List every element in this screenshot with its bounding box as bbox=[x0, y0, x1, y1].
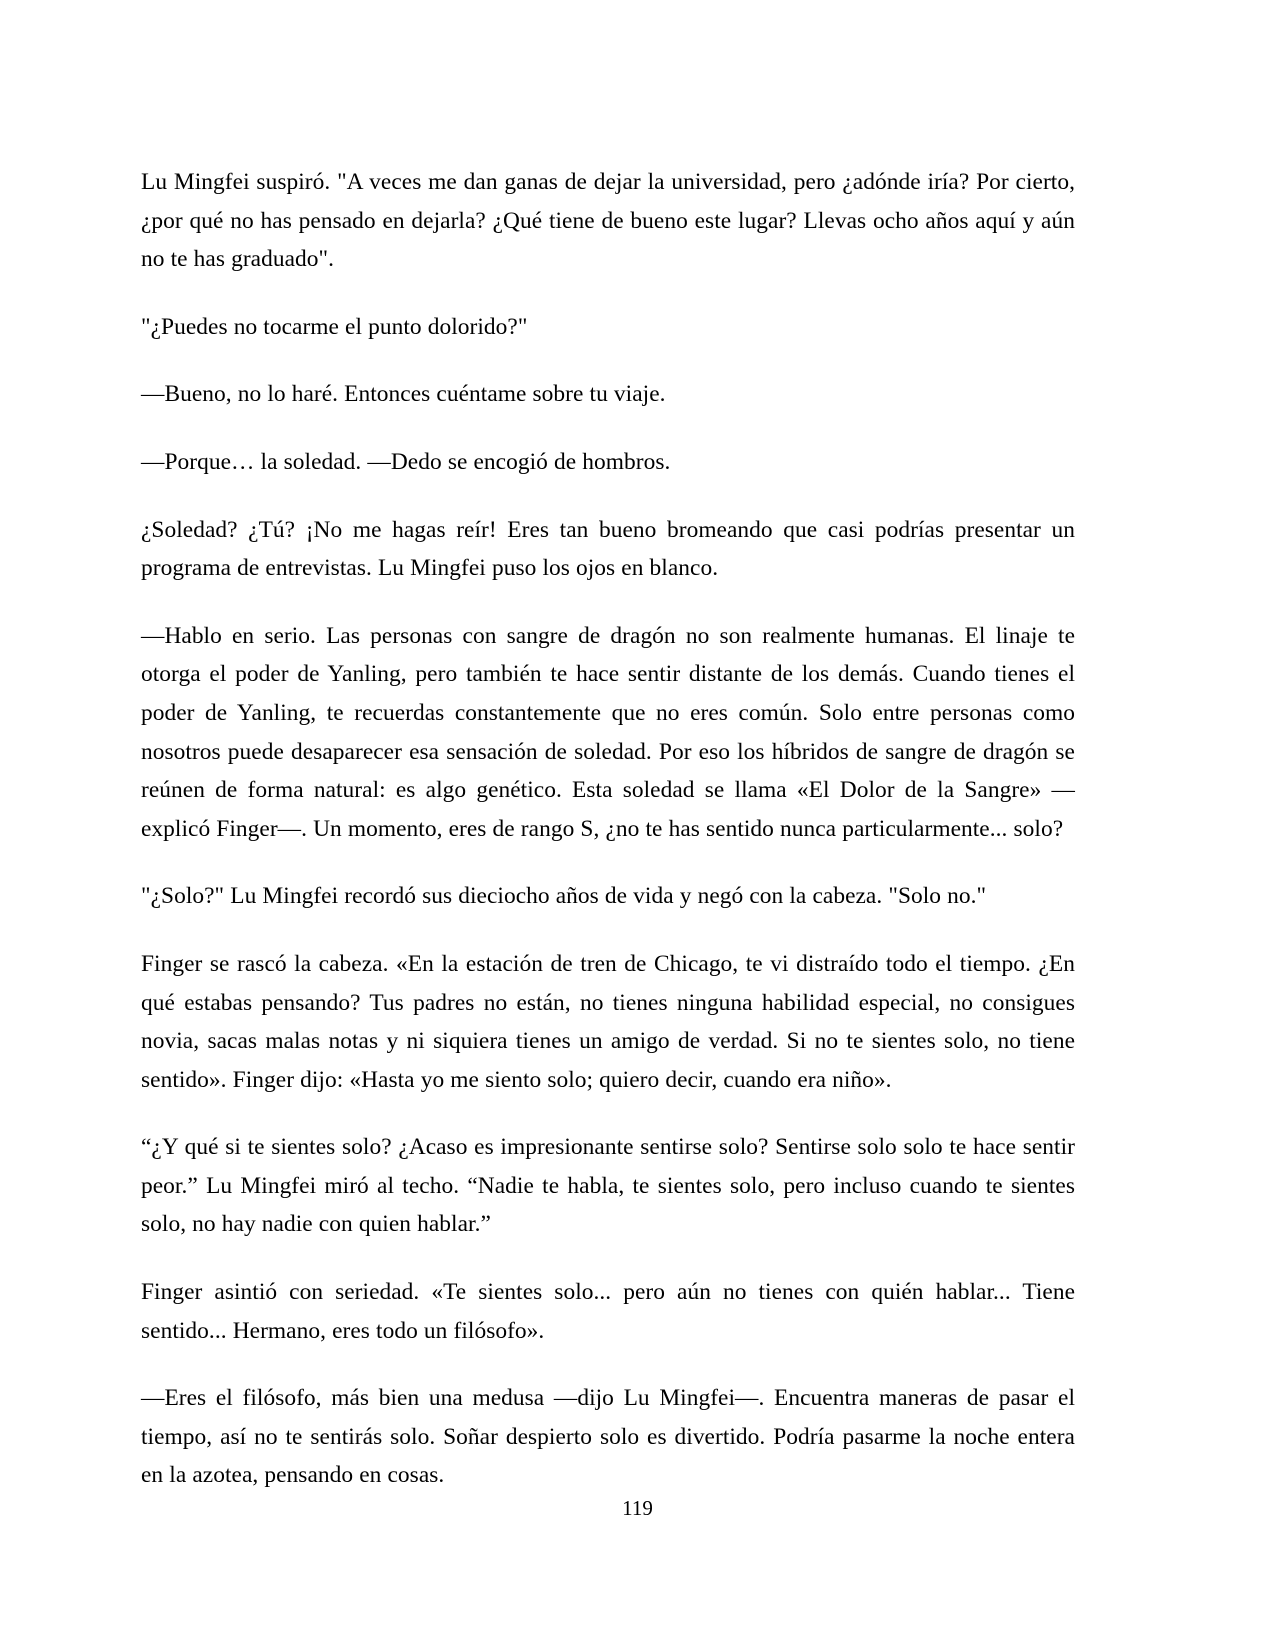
paragraph: —Hablo en serio. Las personas con sangre de dragón no son realmente humanas. El linaje te otorga el poder de Yanling, pero también te hace sentir distante de los demás. Cuando tienes el poder de Yanling, te recuerdas constantemente que no eres común. Solo entre personas como nosotros puede desaparecer esa sensación de soledad. Por eso los híbridos de sangre de dragón se reúnen de forma natural: es algo genético. Esta soledad se llama «El Dolor de la Sangre» —explicó Finger—. Un momento, eres de rango S, ¿no te has sentido nunca particularmente... solo? bbox=[141, 622, 1075, 842]
paragraph: “¿Y qué si te sientes solo? ¿Acaso es impresionante sentirse solo? Sentirse solo solo te hace sentir peor.” Lu Mingfei miró al techo. “Nadie te habla, te sientes solo, pero incluso cuando te sientes solo, no hay nadie con quien hablar.” bbox=[141, 1134, 1075, 1238]
paragraph: ¿Soledad? ¿Tú? ¡No me hagas reír! Eres tan bueno bromeando que casi podrías presentar un programa de entrevistas. Lu Mingfei puso los ojos en blanco. bbox=[141, 516, 1075, 582]
paragraph: "¿Puedes no tocarme el punto dolorido?" bbox=[141, 313, 528, 340]
page-body-text bbox=[141, 163, 1075, 1495]
paragraph: —Porque… la soledad. —Dedo se encogió de hombros. bbox=[141, 448, 671, 475]
page-number: 119 bbox=[622, 1496, 653, 1520]
paragraph: "¿Solo?" Lu Mingfei recordó sus dieciocho años de vida y negó con la cabeza. "Solo no." bbox=[141, 883, 987, 910]
paragraph: Lu Mingfei suspiró. "A veces me dan ganas de dejar la universidad, pero ¿adónde iría? Por cierto, ¿por qué no has pensado en dejarla? ¿Qué tiene de bueno este lugar? Llevas ocho años aquí y aún no te has graduado". bbox=[141, 169, 1075, 273]
paragraph: —Bueno, no lo haré. Entonces cuéntame sobre tu viaje. bbox=[141, 381, 666, 408]
paragraph: —Eres el filósofo, más bien una medusa —dijo Lu Mingfei—. Encuentra maneras de pasar el tiempo, así no te sentirás solo. Soñar despierto solo es divertido. Podría pasarme la noche entera en la azotea, pensando en cosas. bbox=[141, 1385, 1075, 1489]
paragraph: Finger se rascó la cabeza. «En la estación de tren de Chicago, te vi distraído todo el tiempo. ¿En qué estabas pensando? Tus padres no están, no tienes ninguna habilidad especial, no consigues novia, sacas malas notas y ni siquiera tienes un amigo de verdad. Si no te sientes solo, no tiene sentido». Finger dijo: «Hasta yo me siento solo; quiero decir, cuando era niño». bbox=[141, 950, 1075, 1093]
paragraph: Finger asintió con seriedad. «Te sientes solo... pero aún no tienes con quién hablar... Tiene sentido... Hermano, eres todo un filósofo». bbox=[141, 1279, 1075, 1344]
